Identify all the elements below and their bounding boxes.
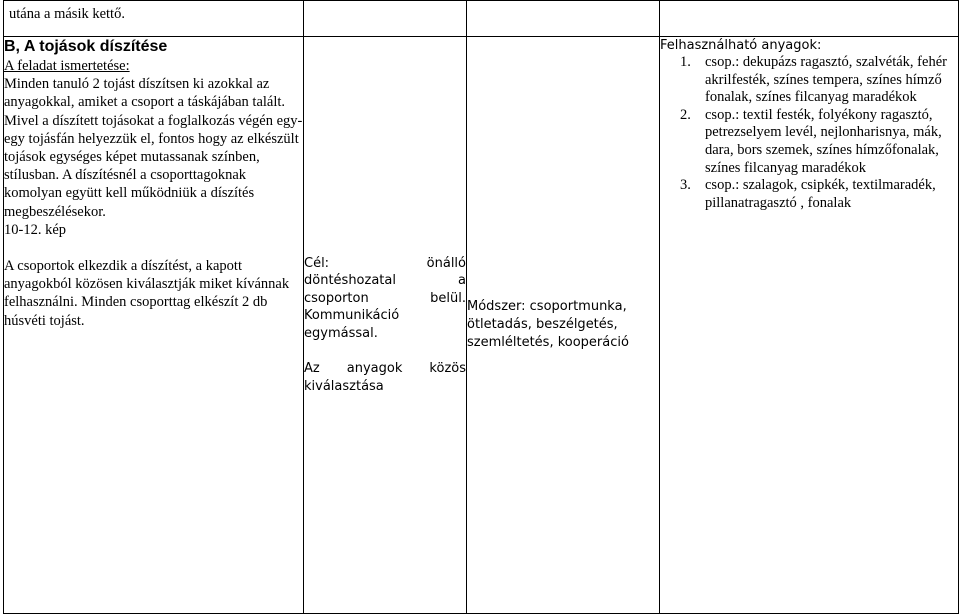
goal-word: döntéshozatal [304, 273, 396, 289]
top-row-cell [4, 1, 304, 37]
goal-word: csoporton [304, 290, 369, 306]
list-item [660, 177, 958, 212]
lesson-plan-table [3, 0, 959, 614]
activity-description-cell [4, 37, 304, 614]
method-cell [467, 37, 660, 614]
list-text: csop.: dekupázs ragasztó, szalvéták, fehér akrilfesték, színes tempera, színes hímző fonalak, színes filcanyag maradékok [705, 54, 947, 106]
picture-reference: 10-12. kép [4, 221, 67, 238]
goal-line: kiválasztása [304, 378, 384, 394]
goal-word: a [458, 273, 466, 289]
main-row [4, 37, 959, 614]
goal-word: önálló [426, 255, 466, 271]
goal-line: Kommunikáció [304, 308, 400, 324]
goal-word: belül. [430, 290, 466, 306]
list-item [660, 54, 958, 107]
top-row-empty-cell [467, 1, 660, 37]
goal-word: közös [429, 361, 466, 377]
goal-text [304, 255, 466, 343]
previous-text: utána a másik kettő. [9, 6, 125, 22]
goal-cell [304, 37, 467, 614]
goal-text-2 [304, 360, 466, 395]
list-number: 1. [680, 54, 691, 70]
list-number: 2. [680, 106, 691, 123]
materials-cell [660, 37, 959, 614]
list-number: 3. [680, 177, 691, 194]
list-text: csop.: textil festék, folyékony ragasztó, petrezselyem levél, nejlonharisnya, mák, dara, bors szemek, színes hímzőfonalak, színes filcanyag maradékok [705, 106, 942, 176]
goal-word: Cél: [304, 255, 330, 271]
top-row-empty-cell [304, 1, 467, 37]
method-text: Módszer: csoportmunka, ötletadás, beszélgetés, szemléltetés, kooperáció [467, 299, 629, 350]
spacer [4, 239, 303, 257]
goal-line: egymással. [304, 325, 378, 341]
task-label: A feladat ismertetése: [4, 58, 130, 74]
materials-list [660, 54, 958, 212]
goal-word: Az [304, 361, 320, 377]
materials-label: Felhasználható anyagok: [660, 38, 822, 53]
list-item [660, 107, 958, 177]
top-row [4, 1, 959, 37]
goal-word: anyagok [346, 361, 403, 377]
top-row-empty-cell [660, 1, 959, 37]
activity-paragraph: A csoportok elkezdik a díszítést, a kapott anyagokból közösen kiválasztják miket kívánnak felhasználni. Minden csoporttag elkészít 2 db húsvéti tojást. [4, 258, 290, 329]
section-title: B, A tojások díszítése [4, 38, 168, 55]
list-text: csop.: szalagok, csipkék, textilmaradék, pillanatragasztó , fonalak [705, 177, 936, 211]
task-paragraph: Minden tanuló 2 tojást díszítsen ki azokkal az anyagokkal, amiket a csoport a táskájában talált. Mivel a díszített tojásokat a foglalkozás végén egy-egy tojásfán helyezzük el, fontos hogy az elkészült tojások egységes képet mutassanak színben, stílusban. A díszítésnél a csoporttagoknak komolyan együtt kell működniük a díszítés megbeszélésekor. [4, 76, 303, 220]
